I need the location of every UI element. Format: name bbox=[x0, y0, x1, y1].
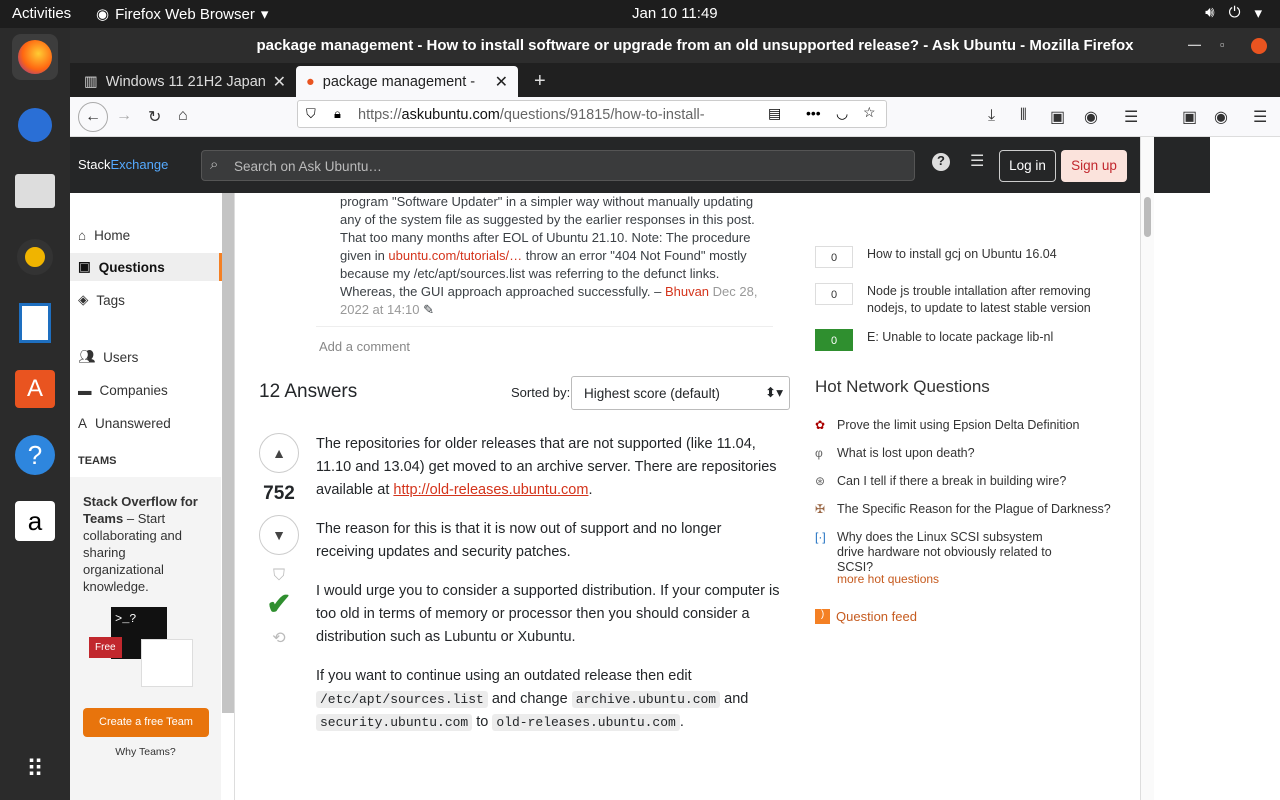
stackexchange-header bbox=[70, 137, 1210, 193]
hot-question[interactable]: ✠ The Specific Reason for the Plague of Darkness? bbox=[815, 502, 1111, 516]
nav-toolbar bbox=[70, 97, 1280, 137]
minimize-button[interactable]: — bbox=[1188, 37, 1201, 52]
left-sidebar bbox=[70, 193, 235, 800]
login-button[interactable]: Log in bbox=[999, 150, 1056, 182]
users-icon: 👥︎ bbox=[78, 349, 96, 364]
url-bar[interactable]: ⛉ 🔒︎ https://askubuntu.com/questions/91815/how-to-install- ▤ ••• ◡ ☆ bbox=[297, 100, 887, 128]
teams-illustration: >_? Free bbox=[83, 605, 208, 700]
sidebar-scrollbar[interactable] bbox=[222, 193, 234, 713]
more-actions-icon[interactable]: ••• bbox=[806, 105, 821, 121]
power-icon: ⏻ bbox=[1228, 4, 1241, 21]
new-tab-button[interactable]: + bbox=[534, 70, 546, 92]
old-releases-link[interactable]: http://old-releases.ubuntu.com bbox=[393, 482, 589, 498]
comment-date: Dec 28, 2022 at 14:10 bbox=[340, 284, 758, 317]
related-question[interactable]: 0 Node js trouble intallation after removing nodejs, to update to latest stable version bbox=[815, 283, 1107, 317]
tab-askubuntu[interactable]: ● package management - ✕ bbox=[296, 66, 518, 97]
tag-icon: ◈ bbox=[78, 292, 89, 307]
comment-user[interactable]: Bhuvan bbox=[664, 284, 710, 299]
nav-unanswered[interactable]: A Unanswered bbox=[78, 415, 171, 431]
vote-cell bbox=[259, 433, 299, 648]
software-dock-icon[interactable]: A bbox=[12, 366, 58, 412]
nav-companies[interactable]: ▬ Companies bbox=[78, 382, 168, 398]
clock[interactable]: Jan 10 11:49 bbox=[632, 5, 718, 22]
sort-arrows-icon: ⬍▾ bbox=[764, 385, 783, 400]
site-icon: ✠ bbox=[815, 502, 826, 516]
site-icon: ✿ bbox=[815, 418, 826, 432]
tab-strip bbox=[70, 63, 1280, 97]
questions-icon: ▣ bbox=[78, 259, 91, 274]
hot-network-heading: Hot Network Questions bbox=[815, 377, 990, 396]
teams-heading: TEAMS bbox=[78, 455, 117, 467]
briefcase-icon: ▬ bbox=[78, 382, 92, 398]
history-icon[interactable]: ⟲ bbox=[272, 630, 286, 647]
why-teams-link[interactable]: Why Teams? bbox=[115, 746, 176, 758]
nav-users[interactable]: 👥︎ Users bbox=[78, 349, 139, 365]
sort-label: Sorted by: bbox=[511, 385, 571, 400]
comment-link[interactable]: ubuntu.com/tutorials/… bbox=[388, 248, 523, 263]
upvote-button[interactable]: ▲ bbox=[259, 433, 299, 473]
comment: program "Software Updater" in a simpler way without manually updating any of the system file as suggested by the earlier responses in this post. That too many months after EOL of Ubuntu 21.10. Note: The procedure given in ubuntu.com/tutorials/… throw an error "404 Not Found" mostly because my /etc/apt/sources.list was referring to the defunct links. Whereas, the GUI approach approached successfully. – Bhuvan Dec 28, 2022 at 14:10 ✎ bbox=[340, 194, 758, 317]
teams-promo: Stack Overflow for Teams – Start collaborating and sharing organizational knowledge. >_? Free Create a free Team Why Teams? bbox=[83, 493, 208, 761]
bookmark-icon[interactable]: ⛉ bbox=[272, 567, 285, 584]
chevron-down-icon: ▾ bbox=[1254, 5, 1262, 22]
account-icon[interactable]: ◉ bbox=[1214, 109, 1228, 126]
close-tab-icon[interactable]: ✕ bbox=[494, 73, 508, 91]
chevron-down-icon: ▾ bbox=[260, 6, 269, 23]
help-dock-icon[interactable]: ? bbox=[12, 432, 58, 478]
reload-button[interactable]: ↻ bbox=[148, 109, 162, 126]
home-button[interactable]: ⌂ bbox=[178, 107, 188, 124]
more-hot-questions-link[interactable]: more hot questions bbox=[837, 572, 940, 586]
menu-icon[interactable]: ☰ bbox=[1253, 109, 1268, 126]
stackexchange-logo[interactable]: StackExchange bbox=[78, 157, 169, 172]
add-comment-link[interactable]: Add a comment bbox=[319, 339, 411, 354]
rss-icon: ) bbox=[815, 609, 830, 624]
firefox-icon: ◉ bbox=[96, 6, 110, 23]
title-bar bbox=[70, 28, 1280, 63]
help-icon[interactable]: ? bbox=[932, 153, 950, 171]
site-icon: ⊛ bbox=[815, 474, 826, 488]
page-scrollbar[interactable] bbox=[1140, 137, 1154, 800]
downloads-icon[interactable]: ⤓ bbox=[988, 107, 996, 124]
site-icon: φ bbox=[815, 446, 823, 460]
library-icon[interactable]: ⫴ bbox=[1020, 107, 1027, 124]
question-feed-link[interactable]: ) Question feed bbox=[815, 609, 917, 624]
sidebar-icon[interactable]: ▣ bbox=[1050, 109, 1066, 126]
pocket-icon[interactable]: ◡ bbox=[836, 105, 849, 121]
menu-icon[interactable]: ☰ bbox=[1124, 109, 1139, 126]
nav-home[interactable]: ⌂ Home bbox=[78, 227, 131, 243]
pencil-icon[interactable]: ✎ bbox=[423, 302, 435, 317]
sort-select[interactable]: Highest score (default) ⬍▾ bbox=[571, 376, 790, 410]
rhythmbox-dock-icon[interactable] bbox=[12, 234, 58, 280]
firefox-dock-icon[interactable] bbox=[12, 34, 58, 80]
volume-icon: 🔊︎ bbox=[1205, 4, 1215, 21]
bookmark-star-icon[interactable]: ☆ bbox=[863, 104, 876, 120]
hot-question[interactable]: ✿ Prove the limit using Epsion Delta Definition bbox=[815, 418, 1080, 432]
amazon-dock-icon[interactable]: a bbox=[12, 498, 58, 544]
forward-button[interactable]: → bbox=[116, 107, 132, 124]
askubuntu-favicon: ● bbox=[306, 73, 315, 90]
hot-question[interactable]: φ What is lost upon death? bbox=[815, 446, 975, 460]
site-icon: [·] bbox=[815, 530, 826, 544]
thunderbird-dock-icon[interactable] bbox=[12, 102, 58, 148]
vote-count: 752 bbox=[263, 483, 295, 504]
signup-button[interactable]: Sign up bbox=[1061, 150, 1127, 182]
create-team-button[interactable]: Create a free Team bbox=[83, 708, 209, 737]
downvote-button[interactable]: ▼ bbox=[259, 515, 299, 555]
activities-button[interactable]: Activities bbox=[12, 5, 72, 22]
account-icon[interactable]: ◉ bbox=[1084, 109, 1098, 126]
related-question[interactable]: 0 How to install gcj on Ubuntu 16.04 bbox=[815, 246, 1107, 268]
accepted-check-icon: ✔ bbox=[266, 588, 292, 621]
firefox-window bbox=[70, 28, 1280, 800]
window-title: package management - How to install software or upgrade from an old unsupported release? - Ask Ubuntu - Mozilla Firefox bbox=[256, 37, 1134, 54]
app-grid-icon[interactable]: ⠿ bbox=[26, 755, 44, 783]
app-menu[interactable]: ◉ Firefox Web Browser ▾ bbox=[96, 5, 269, 23]
files-dock-icon[interactable] bbox=[12, 168, 58, 214]
page-icon: ▥ bbox=[84, 73, 98, 90]
search-input[interactable]: ⌕ Search on Ask Ubuntu… bbox=[201, 150, 915, 181]
system-tray[interactable] bbox=[1205, 4, 1262, 22]
lock-icon[interactable]: 🔒︎ bbox=[334, 106, 341, 121]
writer-dock-icon[interactable] bbox=[12, 300, 58, 346]
hot-question[interactable]: [·] Why does the Linux SCSI subsystem drive hardware not obviously related to SCSI? bbox=[815, 530, 1052, 574]
tab-windows11[interactable]: ▥ Windows 11 21H2 Japan ✕ bbox=[84, 73, 286, 91]
search-icon: ⌕ bbox=[210, 156, 219, 173]
nav-questions[interactable]: ▣ Questions bbox=[70, 253, 222, 281]
back-button[interactable]: ← bbox=[78, 102, 108, 132]
home-icon: ⌂ bbox=[78, 227, 87, 243]
unanswered-icon: A bbox=[78, 415, 88, 431]
related-question[interactable]: 0 E: Unable to locate package lib-nl bbox=[815, 329, 1107, 351]
sidebar-icon[interactable]: ▣ bbox=[1182, 109, 1198, 126]
answer-body: The repositories for older releases that are not supported (like 11.04, 11.10 and 13.04) get moved to an archive server. There are repositories available at http://old-releases.ubuntu.com. The reason for this is that it is now out of support and no longer receiving updates and security patches. I would urge you to consider a supported distribution. If your computer is too old in terms of memory or processor then you should consider a distribution such as Lubuntu or Xubuntu. If you want to continue using an outdated release then edit /etc/apt/sources.list and change archive.ubuntu.com and security.ubuntu.com to old-releases.ubuntu.com . bbox=[316, 436, 780, 730]
nav-tags[interactable]: ◈ Tags bbox=[78, 292, 125, 308]
close-button[interactable] bbox=[1251, 38, 1267, 54]
system-top-bar bbox=[0, 0, 1280, 28]
hot-question[interactable]: ⊛ Can I tell if there a break in building wire? bbox=[815, 474, 1067, 488]
close-tab-icon[interactable]: ✕ bbox=[272, 73, 286, 91]
dock bbox=[0, 28, 70, 800]
maximize-button[interactable]: ▫ bbox=[1220, 37, 1225, 52]
site-switcher-icon[interactable]: ☰ bbox=[970, 153, 985, 170]
main-content bbox=[235, 193, 1140, 800]
answers-count: 12 Answers bbox=[259, 381, 358, 402]
shield-icon[interactable]: ⛉ bbox=[306, 106, 316, 121]
reader-view-icon[interactable]: ▤ bbox=[768, 105, 782, 121]
